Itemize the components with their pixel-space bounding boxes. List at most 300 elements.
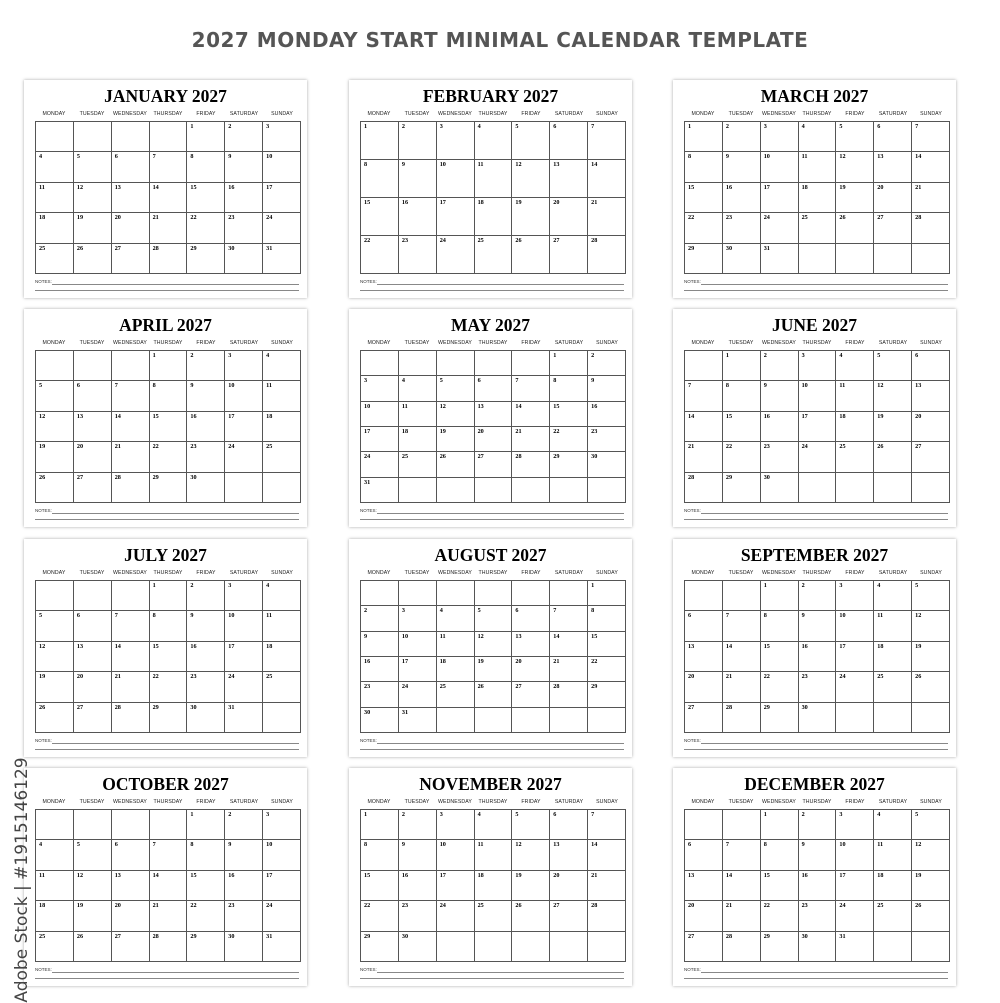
day-cell: 16 xyxy=(225,871,263,901)
day-cell: 7 xyxy=(550,606,588,631)
day-cell: 8 xyxy=(761,840,799,870)
empty-day-cell xyxy=(799,244,837,274)
weekday-header xyxy=(360,111,626,117)
day-cell: 10 xyxy=(399,632,437,657)
day-cell: 31 xyxy=(361,478,399,503)
day-grid xyxy=(360,809,626,962)
day-cell: 8 xyxy=(361,160,399,198)
day-cell: 29 xyxy=(150,473,188,503)
day-cell: 12 xyxy=(475,632,513,657)
day-cell: 15 xyxy=(187,871,225,901)
day-cell: 19 xyxy=(512,198,550,236)
empty-day-cell xyxy=(475,581,513,606)
day-cell: 27 xyxy=(112,244,150,274)
day-cell: 19 xyxy=(912,871,950,901)
weekday-label: FRIDAY xyxy=(196,340,216,346)
day-grid xyxy=(35,350,301,503)
day-cell: 12 xyxy=(874,381,912,411)
day-cell: 21 xyxy=(550,657,588,682)
day-cell: 14 xyxy=(112,642,150,672)
day-cell: 28 xyxy=(685,473,723,503)
empty-day-cell xyxy=(723,810,761,840)
day-cell: 7 xyxy=(112,611,150,641)
day-cell: 15 xyxy=(761,642,799,672)
day-cell: 5 xyxy=(36,611,74,641)
weekday-label: SATURDAY xyxy=(229,340,259,346)
day-cell: 4 xyxy=(836,351,874,381)
day-cell: 19 xyxy=(74,901,112,931)
weekday-label: THURSDAY xyxy=(478,799,508,805)
notes-line xyxy=(52,513,299,514)
empty-day-cell xyxy=(550,478,588,503)
day-cell: 7 xyxy=(685,381,723,411)
day-cell: 1 xyxy=(187,810,225,840)
empty-day-cell xyxy=(588,932,626,962)
weekday-label: WEDNESDAY xyxy=(113,799,147,805)
empty-day-cell xyxy=(475,351,513,376)
day-cell: 2 xyxy=(187,351,225,381)
day-cell: 22 xyxy=(723,442,761,472)
day-cell: 20 xyxy=(685,901,723,931)
weekday-label: MONDAY xyxy=(42,340,66,346)
empty-day-cell xyxy=(74,122,112,152)
notes-label: NOTES: xyxy=(360,279,377,284)
day-cell: 23 xyxy=(187,442,225,472)
day-cell: 15 xyxy=(723,412,761,442)
weekday-label: MONDAY xyxy=(691,340,715,346)
weekday-label: TUESDAY xyxy=(79,111,105,117)
day-cell: 25 xyxy=(36,244,74,274)
weekday-label: MONDAY xyxy=(367,111,391,117)
empty-day-cell xyxy=(512,932,550,962)
weekday-label: SUNDAY xyxy=(920,570,942,576)
day-cell: 30 xyxy=(399,932,437,962)
empty-day-cell xyxy=(912,703,950,733)
day-cell: 22 xyxy=(761,901,799,931)
day-cell: 26 xyxy=(836,213,874,243)
day-cell: 22 xyxy=(187,901,225,931)
day-cell: 28 xyxy=(588,236,626,274)
day-cell: 13 xyxy=(550,160,588,198)
weekday-label: THURSDAY xyxy=(478,570,508,576)
day-cell: 27 xyxy=(112,932,150,962)
month-card xyxy=(673,539,956,757)
day-cell: 13 xyxy=(112,183,150,213)
day-cell: 7 xyxy=(150,840,188,870)
day-cell: 12 xyxy=(836,152,874,182)
weekday-label: MONDAY xyxy=(367,570,391,576)
weekday-label: FRIDAY xyxy=(521,799,541,805)
day-cell: 12 xyxy=(36,642,74,672)
day-cell: 1 xyxy=(187,122,225,152)
day-cell: 13 xyxy=(475,402,513,427)
day-cell: 2 xyxy=(399,122,437,160)
day-cell: 27 xyxy=(685,703,723,733)
day-cell: 18 xyxy=(874,642,912,672)
day-cell: 22 xyxy=(150,672,188,702)
notes-line xyxy=(52,284,299,285)
day-cell: 3 xyxy=(399,606,437,631)
day-cell: 3 xyxy=(836,810,874,840)
day-cell: 17 xyxy=(799,412,837,442)
month-card xyxy=(24,539,307,757)
notes-line xyxy=(701,743,948,744)
day-cell: 11 xyxy=(263,611,301,641)
weekday-header xyxy=(684,570,950,576)
day-cell: 18 xyxy=(475,871,513,901)
day-grid xyxy=(35,121,301,274)
day-cell: 19 xyxy=(836,183,874,213)
day-cell: 19 xyxy=(512,871,550,901)
month-card xyxy=(24,309,307,527)
day-cell: 10 xyxy=(437,840,475,870)
day-cell: 7 xyxy=(112,381,150,411)
day-cell: 11 xyxy=(36,871,74,901)
day-cell: 16 xyxy=(799,871,837,901)
day-cell: 1 xyxy=(361,810,399,840)
weekday-label: THURSDAY xyxy=(153,340,183,346)
day-cell: 28 xyxy=(912,213,950,243)
weekday-label: SUNDAY xyxy=(271,340,293,346)
day-cell: 16 xyxy=(799,642,837,672)
day-cell: 9 xyxy=(399,160,437,198)
day-cell: 27 xyxy=(550,236,588,274)
day-cell: 4 xyxy=(874,581,912,611)
day-cell: 20 xyxy=(112,213,150,243)
day-cell: 31 xyxy=(263,932,301,962)
day-cell: 15 xyxy=(761,871,799,901)
stock-watermark xyxy=(8,757,36,1003)
day-cell: 3 xyxy=(437,810,475,840)
day-cell: 16 xyxy=(187,412,225,442)
day-cell: 4 xyxy=(437,606,475,631)
day-cell: 8 xyxy=(685,152,723,182)
day-cell: 20 xyxy=(475,427,513,452)
notes-label: NOTES: xyxy=(35,967,52,972)
day-cell: 17 xyxy=(836,642,874,672)
day-cell: 1 xyxy=(588,581,626,606)
notes-line xyxy=(360,290,624,291)
day-cell: 1 xyxy=(150,581,188,611)
day-cell: 7 xyxy=(512,376,550,401)
day-cell: 30 xyxy=(799,703,837,733)
day-cell: 19 xyxy=(437,427,475,452)
empty-day-cell xyxy=(799,473,837,503)
day-cell: 17 xyxy=(761,183,799,213)
weekday-label: THURSDAY xyxy=(153,799,183,805)
notes-label: NOTES: xyxy=(360,967,377,972)
day-cell: 4 xyxy=(36,152,74,182)
weekday-label: SUNDAY xyxy=(271,570,293,576)
weekday-label: THURSDAY xyxy=(802,799,832,805)
weekday-label: TUESDAY xyxy=(728,111,754,117)
empty-day-cell xyxy=(685,351,723,381)
day-cell: 27 xyxy=(74,473,112,503)
weekday-label: SUNDAY xyxy=(920,340,942,346)
day-cell: 23 xyxy=(187,672,225,702)
day-cell: 10 xyxy=(836,840,874,870)
weekday-label: SATURDAY xyxy=(878,799,908,805)
day-cell: 29 xyxy=(550,452,588,477)
day-cell: 15 xyxy=(588,632,626,657)
day-cell: 20 xyxy=(74,672,112,702)
notes-label: NOTES: xyxy=(35,279,52,284)
empty-day-cell xyxy=(225,473,263,503)
day-cell: 29 xyxy=(150,703,188,733)
notes-line xyxy=(377,284,624,285)
day-cell: 25 xyxy=(437,682,475,707)
weekday-label: WEDNESDAY xyxy=(438,340,472,346)
weekday-label: SUNDAY xyxy=(596,111,618,117)
empty-day-cell xyxy=(361,581,399,606)
empty-day-cell xyxy=(74,351,112,381)
day-cell: 6 xyxy=(685,840,723,870)
empty-day-cell xyxy=(836,244,874,274)
day-cell: 22 xyxy=(550,427,588,452)
day-cell: 10 xyxy=(361,402,399,427)
day-grid xyxy=(35,809,301,962)
day-cell: 29 xyxy=(761,703,799,733)
weekday-label: SATURDAY xyxy=(878,340,908,346)
day-cell: 30 xyxy=(187,703,225,733)
day-cell: 24 xyxy=(761,213,799,243)
weekday-label: MONDAY xyxy=(691,799,715,805)
day-cell: 31 xyxy=(263,244,301,274)
weekday-label: FRIDAY xyxy=(196,799,216,805)
notes-line xyxy=(35,749,299,750)
day-cell: 15 xyxy=(685,183,723,213)
day-cell: 5 xyxy=(512,122,550,160)
day-cell: 13 xyxy=(112,871,150,901)
day-cell: 1 xyxy=(761,581,799,611)
weekday-label: WEDNESDAY xyxy=(762,340,796,346)
day-cell: 19 xyxy=(475,657,513,682)
day-cell: 11 xyxy=(799,152,837,182)
day-cell: 21 xyxy=(150,901,188,931)
notes-label: NOTES: xyxy=(684,738,701,743)
weekday-label: SUNDAY xyxy=(596,570,618,576)
notes-label: NOTES: xyxy=(35,508,52,513)
day-cell: 2 xyxy=(799,581,837,611)
day-cell: 13 xyxy=(685,871,723,901)
empty-day-cell xyxy=(475,708,513,733)
day-cell: 26 xyxy=(36,703,74,733)
day-cell: 21 xyxy=(912,183,950,213)
day-cell: 5 xyxy=(512,810,550,840)
day-cell: 11 xyxy=(874,611,912,641)
notes-line xyxy=(377,743,624,744)
empty-day-cell xyxy=(437,351,475,376)
day-cell: 9 xyxy=(588,376,626,401)
day-cell: 24 xyxy=(225,442,263,472)
day-cell: 15 xyxy=(187,183,225,213)
day-cell: 12 xyxy=(36,412,74,442)
weekday-label: SATURDAY xyxy=(229,570,259,576)
notes-line xyxy=(35,978,299,979)
empty-day-cell xyxy=(437,708,475,733)
day-cell: 12 xyxy=(512,840,550,870)
day-cell: 9 xyxy=(187,381,225,411)
day-cell: 4 xyxy=(475,810,513,840)
day-cell: 5 xyxy=(36,381,74,411)
day-cell: 30 xyxy=(761,473,799,503)
day-cell: 27 xyxy=(874,213,912,243)
weekday-header xyxy=(684,340,950,346)
day-cell: 31 xyxy=(399,708,437,733)
day-cell: 2 xyxy=(399,810,437,840)
day-cell: 25 xyxy=(263,672,301,702)
day-cell: 5 xyxy=(475,606,513,631)
day-cell: 21 xyxy=(588,198,626,236)
weekday-header xyxy=(35,111,301,117)
day-cell: 29 xyxy=(187,932,225,962)
day-cell: 20 xyxy=(912,412,950,442)
month-title: JULY 2027 xyxy=(124,545,207,565)
day-cell: 8 xyxy=(187,152,225,182)
day-cell: 5 xyxy=(74,840,112,870)
day-cell: 14 xyxy=(550,632,588,657)
day-cell: 27 xyxy=(912,442,950,472)
weekday-label: TUESDAY xyxy=(728,340,754,346)
day-cell: 22 xyxy=(361,236,399,274)
notes-line xyxy=(684,519,948,520)
day-cell: 25 xyxy=(475,236,513,274)
day-cell: 14 xyxy=(912,152,950,182)
weekday-label: THURSDAY xyxy=(153,570,183,576)
day-cell: 10 xyxy=(263,152,301,182)
day-cell: 18 xyxy=(836,412,874,442)
day-cell: 9 xyxy=(361,632,399,657)
day-cell: 6 xyxy=(475,376,513,401)
notes-line xyxy=(35,519,299,520)
day-cell: 14 xyxy=(685,412,723,442)
day-cell: 11 xyxy=(475,840,513,870)
day-cell: 24 xyxy=(799,442,837,472)
weekday-header xyxy=(360,570,626,576)
day-cell: 14 xyxy=(150,871,188,901)
notes-line xyxy=(360,519,624,520)
weekday-label: MONDAY xyxy=(42,570,66,576)
day-cell: 18 xyxy=(475,198,513,236)
day-cell: 6 xyxy=(74,611,112,641)
weekday-label: MONDAY xyxy=(367,799,391,805)
day-cell: 23 xyxy=(399,236,437,274)
day-cell: 14 xyxy=(588,840,626,870)
day-cell: 6 xyxy=(685,611,723,641)
day-cell: 30 xyxy=(225,244,263,274)
day-cell: 4 xyxy=(799,122,837,152)
day-cell: 24 xyxy=(399,682,437,707)
month-card xyxy=(673,80,956,298)
month-title: SEPTEMBER 2027 xyxy=(740,545,889,565)
day-cell: 4 xyxy=(263,351,301,381)
weekday-label: SATURDAY xyxy=(878,570,908,576)
empty-day-cell xyxy=(588,708,626,733)
day-cell: 31 xyxy=(225,703,263,733)
empty-day-cell xyxy=(36,122,74,152)
day-cell: 12 xyxy=(912,840,950,870)
day-cell: 28 xyxy=(150,932,188,962)
day-cell: 10 xyxy=(836,611,874,641)
weekday-label: MONDAY xyxy=(691,570,715,576)
weekday-label: FRIDAY xyxy=(521,570,541,576)
day-cell: 23 xyxy=(799,672,837,702)
day-cell: 23 xyxy=(761,442,799,472)
day-cell: 8 xyxy=(723,381,761,411)
day-cell: 2 xyxy=(225,122,263,152)
day-cell: 19 xyxy=(74,213,112,243)
day-cell: 2 xyxy=(187,581,225,611)
day-cell: 4 xyxy=(36,840,74,870)
day-cell: 26 xyxy=(36,473,74,503)
day-cell: 3 xyxy=(263,122,301,152)
day-cell: 22 xyxy=(685,213,723,243)
weekday-label: TUESDAY xyxy=(404,111,430,117)
day-cell: 8 xyxy=(761,611,799,641)
empty-day-cell xyxy=(874,244,912,274)
day-cell: 23 xyxy=(588,427,626,452)
day-cell: 27 xyxy=(475,452,513,477)
day-cell: 9 xyxy=(723,152,761,182)
day-cell: 2 xyxy=(588,351,626,376)
day-cell: 15 xyxy=(361,871,399,901)
weekday-label: TUESDAY xyxy=(404,340,430,346)
day-cell: 27 xyxy=(550,901,588,931)
day-cell: 2 xyxy=(361,606,399,631)
empty-day-cell xyxy=(399,478,437,503)
day-cell: 17 xyxy=(263,183,301,213)
day-cell: 27 xyxy=(685,932,723,962)
day-cell: 9 xyxy=(799,840,837,870)
weekday-label: SATURDAY xyxy=(878,111,908,117)
empty-day-cell xyxy=(723,581,761,611)
empty-day-cell xyxy=(437,478,475,503)
notes-label: NOTES: xyxy=(360,508,377,513)
notes-line xyxy=(684,749,948,750)
weekday-label: SATURDAY xyxy=(554,799,584,805)
day-cell: 14 xyxy=(723,871,761,901)
day-cell: 9 xyxy=(225,152,263,182)
day-cell: 29 xyxy=(588,682,626,707)
day-cell: 19 xyxy=(874,412,912,442)
weekday-header xyxy=(35,570,301,576)
day-cell: 12 xyxy=(512,160,550,198)
day-cell: 3 xyxy=(437,122,475,160)
day-cell: 18 xyxy=(799,183,837,213)
day-cell: 14 xyxy=(512,402,550,427)
day-cell: 21 xyxy=(112,442,150,472)
day-cell: 16 xyxy=(723,183,761,213)
day-cell: 1 xyxy=(150,351,188,381)
weekday-label: TUESDAY xyxy=(404,799,430,805)
weekday-label: MONDAY xyxy=(42,111,66,117)
notes-line xyxy=(701,972,948,973)
empty-day-cell xyxy=(475,478,513,503)
weekday-label: FRIDAY xyxy=(196,111,216,117)
day-cell: 4 xyxy=(399,376,437,401)
notes-line xyxy=(377,972,624,973)
day-cell: 8 xyxy=(588,606,626,631)
day-cell: 17 xyxy=(225,642,263,672)
empty-day-cell xyxy=(512,708,550,733)
day-cell: 30 xyxy=(723,244,761,274)
day-cell: 16 xyxy=(588,402,626,427)
day-cell: 2 xyxy=(723,122,761,152)
day-cell: 24 xyxy=(437,901,475,931)
stock-id-text: Adobe Stock | #1915146129 xyxy=(12,757,32,1003)
day-cell: 15 xyxy=(550,402,588,427)
weekday-header xyxy=(684,111,950,117)
